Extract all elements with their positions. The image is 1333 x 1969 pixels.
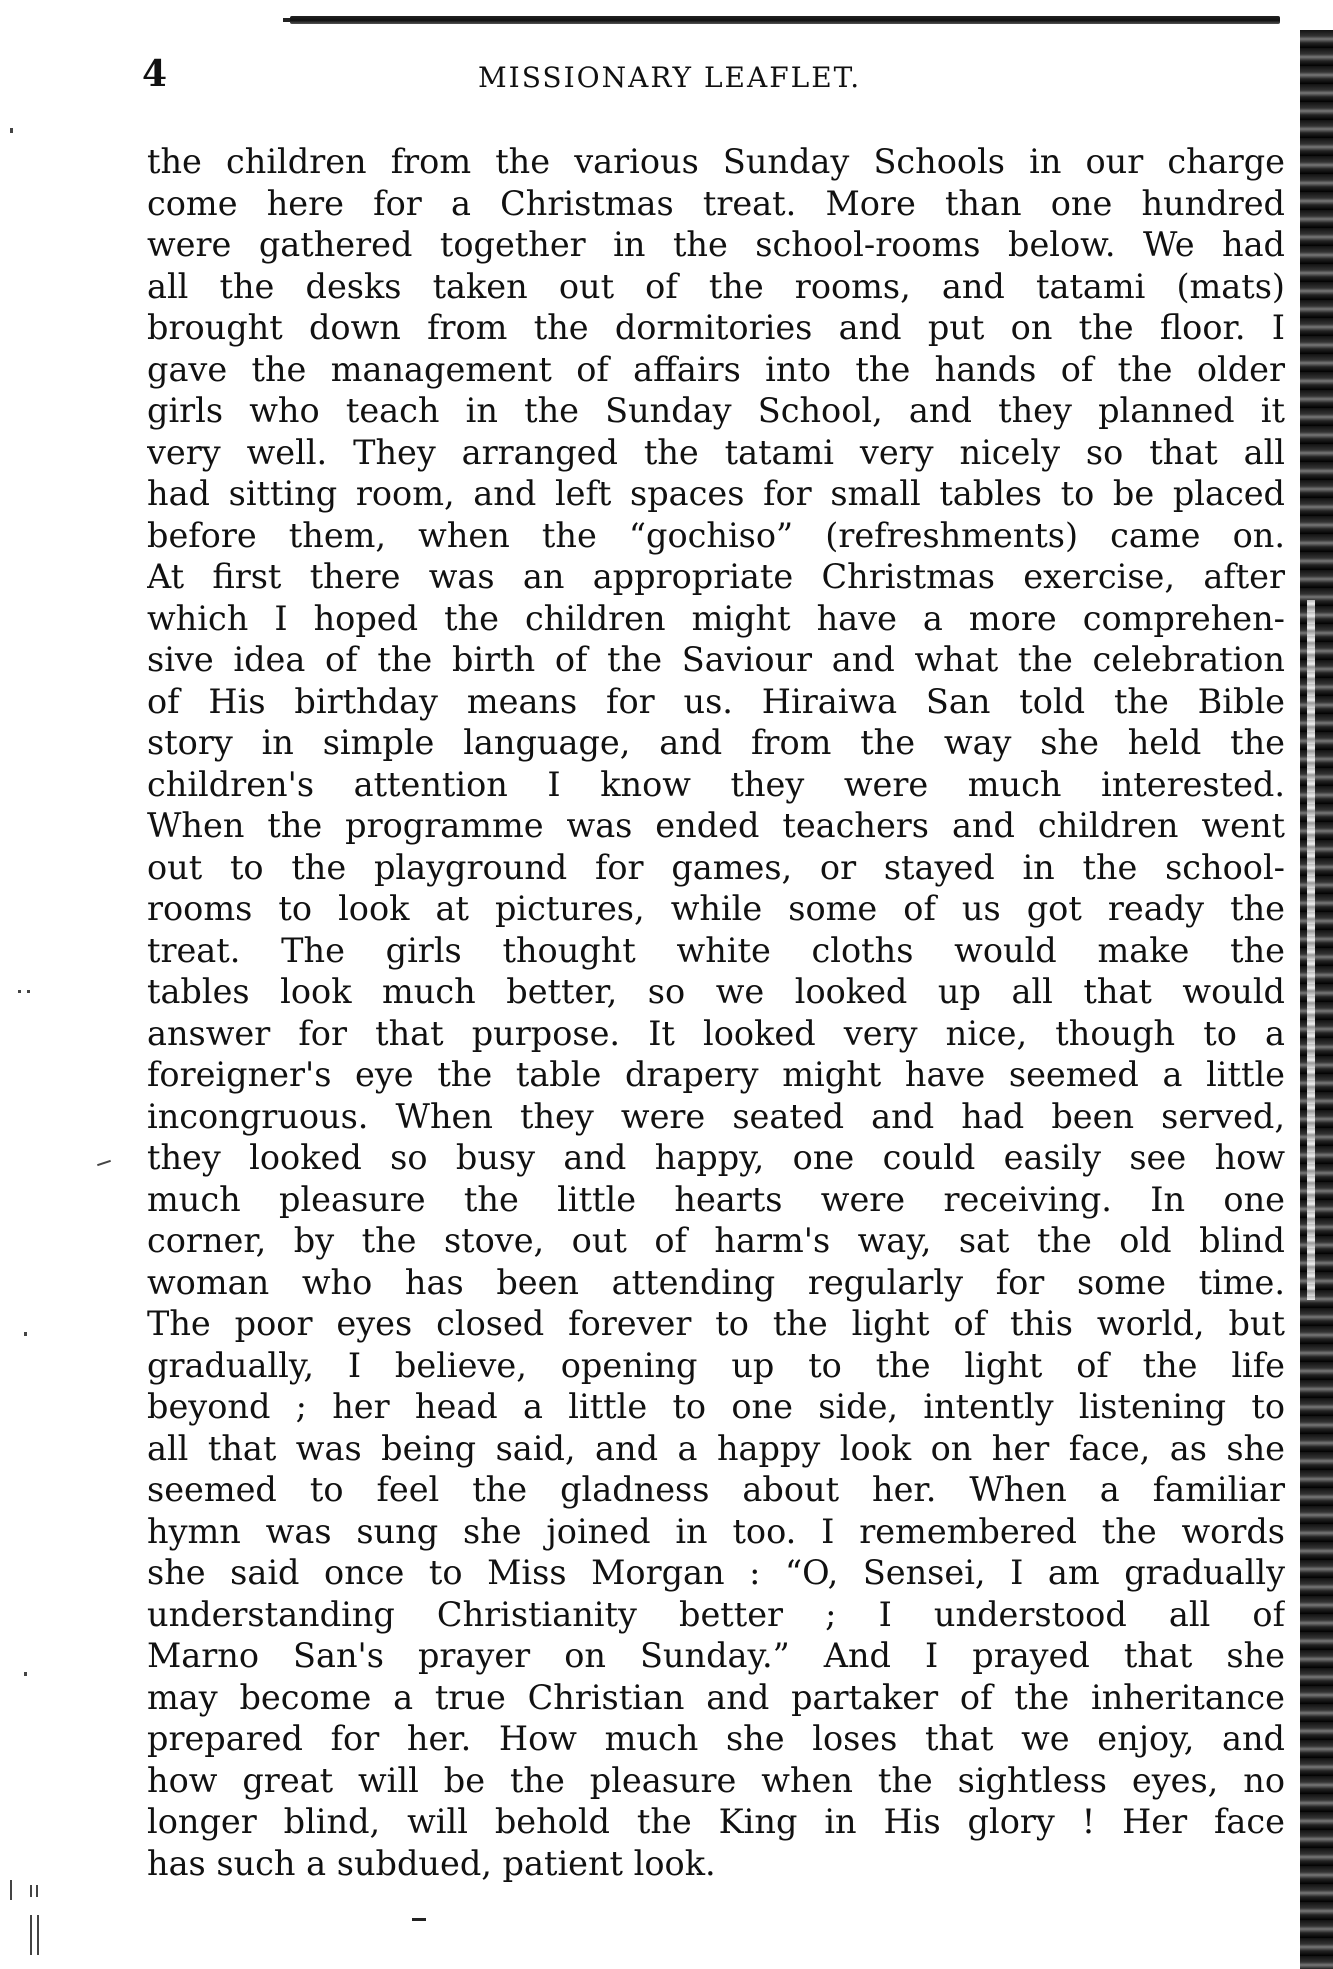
text-line: had sitting room, and left spaces for small tables to be placed	[147, 474, 1285, 513]
text-line: how great will be the pleasure when the sightless eyes, no	[147, 1760, 1285, 1800]
text-line: brought down from the dormitories and put on the floor. I	[147, 308, 1285, 347]
text-line: incongruous. When they were seated and had been served,	[147, 1096, 1285, 1136]
text-line: foreigner's eye the table drapery might have seemed a little	[147, 1055, 1285, 1094]
text-line: story in simple language, and from the way she held the	[147, 723, 1285, 762]
margin-speck	[18, 990, 21, 993]
body-text	[147, 141, 1285, 1884]
page-edge-texture	[1307, 600, 1315, 1300]
page-number: 4	[142, 53, 168, 95]
text-line: answer for that purpose. It looked very nice, though to a	[147, 1013, 1285, 1053]
text-line: girls who teach in the Sunday School, and they planned it	[147, 391, 1285, 430]
header-rule	[290, 16, 1280, 24]
margin-speck	[24, 1672, 27, 1676]
text-line: sive idea of the birth of the Saviour and what the celebration	[147, 640, 1285, 679]
margin-speck	[10, 1880, 12, 1900]
margin-speck	[30, 1885, 32, 1897]
text-line: tables look much better, so we looked up all that would	[147, 972, 1285, 1011]
margin-speck	[97, 1160, 111, 1166]
text-line: corner, by the stove, out of harm's way, sat the old blind	[147, 1221, 1285, 1260]
text-line: all the desks taken out of the rooms, and tatami (mats)	[147, 266, 1285, 306]
text-line: seemed to feel the gladness about her. When a familiar	[147, 1470, 1285, 1509]
text-line: prepared for her. How much she loses that we enjoy, and	[147, 1719, 1285, 1758]
text-line: gave the management of affairs into the hands of the older	[147, 349, 1285, 389]
running-title: MISSIONARY LEAFLET.	[478, 61, 862, 94]
text-line: they looked so busy and happy, one could easily see how	[147, 1138, 1285, 1177]
text-line: very well. They arranged the tatami very nicely so that all	[147, 432, 1285, 472]
margin-speck	[37, 1915, 39, 1955]
text-line: At first there was an appropriate Christmas exercise, after	[147, 557, 1285, 596]
text-line: out to the playground for games, or stayed in the school-	[147, 847, 1285, 887]
text-line: which I hoped the children might have a more comprehen-	[147, 598, 1285, 638]
text-line: gradually, I believe, opening up to the light of the life	[147, 1345, 1285, 1385]
margin-speck	[10, 128, 13, 133]
text-line: woman who has been attending regularly for some time.	[147, 1262, 1285, 1302]
text-line: children's attention I know they were much interested.	[147, 764, 1285, 804]
margin-speck	[36, 1885, 38, 1897]
text-line: the children from the various Sunday Schools in our charge	[147, 142, 1285, 181]
text-line: hymn was sung she joined in too. I remembered the words	[147, 1511, 1285, 1551]
margin-speck	[27, 990, 30, 993]
text-line: may become a true Christian and partaker of the inheritance	[147, 1677, 1285, 1717]
text-line: beyond ; her head a little to one side, intently listening to	[147, 1387, 1285, 1426]
text-line: much pleasure the little hearts were receiving. In one	[147, 1179, 1285, 1219]
text-line: were gathered together in the school-rooms below. We had	[147, 225, 1285, 264]
text-line: understanding Christianity better ; I understood all of	[147, 1594, 1285, 1634]
page-edge-scan	[1300, 30, 1333, 1969]
text-line: all that was being said, and a happy look on her face, as she	[147, 1428, 1285, 1468]
text-line: rooms to look at pictures, while some of us got ready the	[147, 889, 1285, 928]
text-line: Marno San's prayer on Sunday.” And I prayed that she	[147, 1636, 1285, 1675]
bottom-dash	[412, 1918, 426, 1921]
margin-speck	[24, 1332, 27, 1336]
text-line: has such a subdued, patient look.	[147, 1843, 716, 1883]
text-line: The poor eyes closed forever to the light of this world, but	[147, 1304, 1285, 1343]
text-line: she said once to Miss Morgan : “O, Sensei, I am gradually	[147, 1553, 1285, 1592]
text-line: before them, when the “gochiso” (refreshments) came on.	[147, 515, 1285, 555]
text-line: treat. The girls thought white cloths would make the	[147, 930, 1285, 970]
text-line: of His birthday means for us. Hiraiwa San told the Bible	[147, 681, 1285, 721]
margin-speck	[30, 1915, 32, 1955]
text-line: come here for a Christmas treat. More than one hundred	[147, 183, 1285, 223]
text-line: longer blind, will behold the King in His glory ! Her face	[147, 1802, 1285, 1841]
text-line: When the programme was ended teachers and children went	[147, 806, 1285, 845]
